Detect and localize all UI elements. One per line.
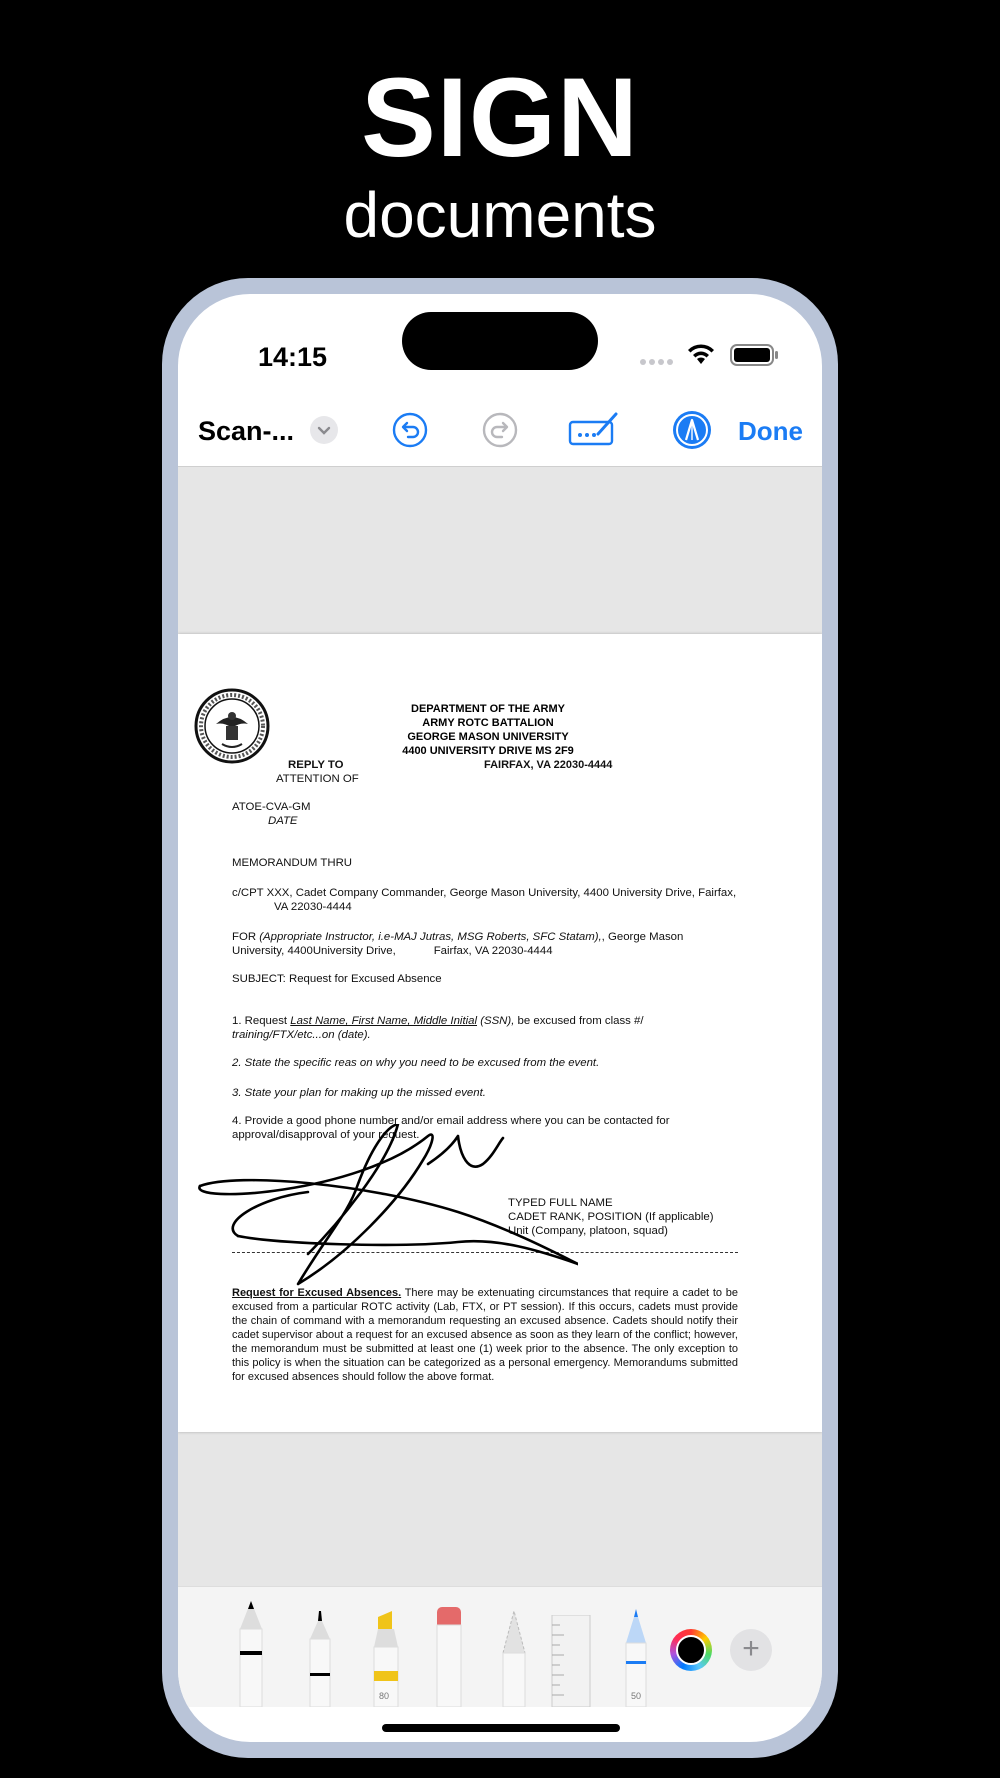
fineliner-icon[interactable] — [304, 1611, 336, 1707]
for-suffix: , George Mason — [601, 931, 684, 943]
home-indicator[interactable] — [382, 1724, 620, 1732]
signature-icon[interactable] — [568, 408, 620, 448]
color-picker-icon[interactable] — [670, 1629, 712, 1671]
pencil-size: 50 — [631, 1691, 642, 1701]
letterhead-line: DEPARTMENT OF THE ARMY — [411, 703, 565, 715]
document-page[interactable] — [178, 634, 822, 1432]
ruler-icon[interactable] — [550, 1615, 592, 1707]
done-button[interactable]: Done — [738, 416, 803, 446]
thru-line-2: VA 22030-4444 — [274, 901, 352, 913]
reply-to-label: REPLY TO — [288, 759, 344, 771]
letterhead-line: ARMY ROTC BATTALION — [422, 717, 554, 729]
lasso-icon[interactable] — [498, 1609, 530, 1707]
item-1-name: Last Name, First Name, Middle Initial — [290, 1015, 478, 1027]
item-1-prefix: 1. Request — [232, 1015, 288, 1027]
attention-of-label: ATTENTION OF — [276, 773, 359, 785]
handwritten-signature[interactable] — [198, 1124, 578, 1334]
item-1 — [232, 1014, 752, 1028]
typed-full-name: TYPED FULL NAME — [508, 1197, 613, 1209]
item-3: 3. State your plan for making up the missed event. — [232, 1087, 486, 1099]
item-1-tail: be excused from class #/ — [517, 1015, 644, 1027]
document-title[interactable]: Scan-... — [198, 416, 295, 446]
cellular-signal-icon — [639, 358, 675, 366]
add-icon[interactable]: + — [730, 1629, 772, 1671]
selected-color-swatch — [676, 1635, 706, 1665]
hero-subtitle: documents — [343, 179, 657, 251]
for-instructor: (Appropriate Instructor, i.e-MAJ Jutras, MSG Roberts, SFC Statam), — [259, 931, 602, 943]
thru-line-1: c/CPT XXX, Cadet Company Commander, George Mason University, 4400 University Drive, Fairfax, — [232, 887, 737, 899]
item-1-line-2: training/FTX/etc...on (date). — [232, 1029, 371, 1041]
markup-pen-icon[interactable] — [672, 410, 712, 450]
item-2: 2. State the specific reas on why you need to be excused from the event. — [232, 1057, 600, 1069]
item-4-line-2: approval/disapproval of your request. — [232, 1129, 420, 1141]
for-line-2: University, 4400University Drive, Fairfax, VA 22030-4444 — [232, 945, 553, 957]
unit-line: Unit (Company, platoon, squad) — [508, 1225, 668, 1237]
chevron-down-icon[interactable] — [310, 416, 338, 444]
letterhead-city: FAIRFAX, VA 22030-4444 — [484, 759, 613, 771]
letterhead — [358, 702, 618, 758]
for-line-1 — [232, 930, 752, 944]
date-label: DATE — [268, 815, 298, 827]
battery-icon — [730, 344, 778, 366]
phone-frame — [162, 278, 838, 1758]
cadet-rank: CADET RANK, POSITION (If applicable) — [508, 1211, 714, 1223]
hero-title: SIGN — [361, 55, 639, 180]
subject-line: SUBJECT: Request for Excused Absence — [232, 973, 442, 985]
for-prefix: FOR — [232, 931, 257, 943]
department-seal-logo — [194, 688, 270, 764]
status-bar — [178, 294, 822, 394]
markup-toolbar — [178, 394, 822, 466]
highlighter-size: 80 — [379, 1691, 390, 1701]
memo-thru: MEMORANDUM THRU — [232, 857, 353, 869]
note-body: There may be extenuating circumstances that require a cadet to be excused from a particular ROTC activity (Lab, FTX, or PT session). If this occurs, cadets must provide the chain of command with a memorandum requesting an excused absence. Cadets should notify their cadet supervisor about a request for an excused absence as soon as they learn of the conflict; however, the memorandum must be submitted at least one (1) week prior to the absence. The only exception to this policy is when the situation can be categorized as a personal emergency. Memorandums submitted for excused absences should follow the above format. — [232, 1287, 738, 1383]
undo-icon[interactable] — [392, 412, 428, 448]
item-4-line-1: 4. Provide a good phone number and/or email address where you can be contacted for — [232, 1115, 670, 1127]
redo-icon[interactable] — [482, 412, 518, 448]
note-heading: Request for Excused Absences. — [232, 1287, 402, 1299]
letterhead-line: 4400 UNIVERSITY DRIVE MS 2F9 — [402, 745, 574, 757]
letterhead-line: GEORGE MASON UNIVERSITY — [407, 731, 569, 743]
item-1-ssn: (SSN), — [480, 1015, 515, 1027]
drawing-tool-palette — [178, 1586, 822, 1707]
wifi-icon — [686, 342, 716, 366]
eraser-icon[interactable] — [432, 1607, 466, 1707]
status-time: 14:15 — [258, 342, 328, 372]
office-code: ATOE-CVA-GM — [232, 801, 311, 813]
pen-icon[interactable] — [234, 1599, 268, 1707]
phone-screen — [178, 294, 822, 1742]
dynamic-island — [402, 312, 598, 370]
